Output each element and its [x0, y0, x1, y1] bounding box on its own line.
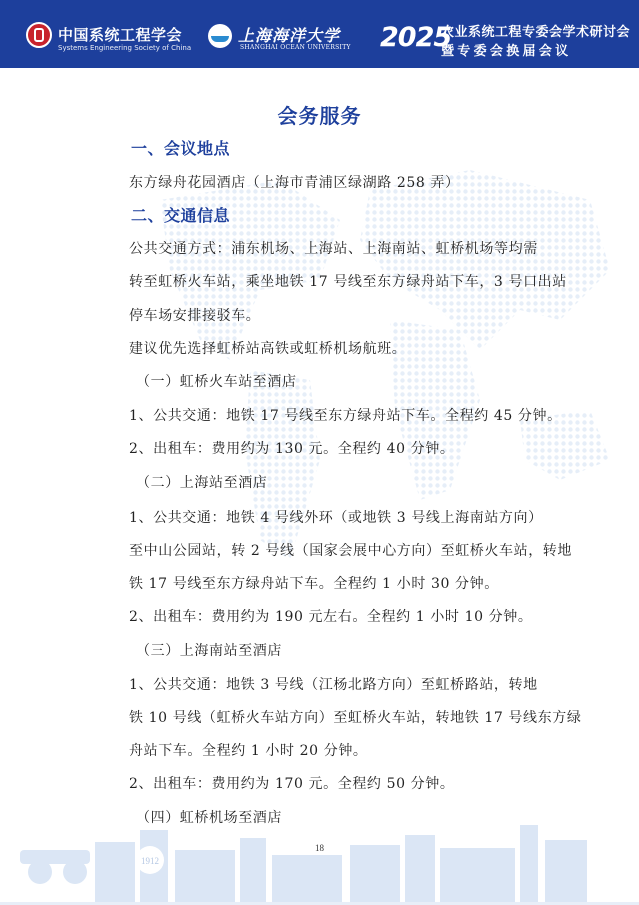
- route2-heading: （二）上海站至酒店: [136, 475, 268, 491]
- org2-name: 上海海洋大学: [238, 26, 341, 45]
- suggestion-text: 建议优先选择虹桥站高铁或虹桥机场航班。: [129, 341, 407, 357]
- conference-title-line2: 暨专委会换届会议: [441, 44, 572, 59]
- org2-english: SHANGHAI OCEAN UNIVERSITY: [240, 44, 351, 51]
- conference-title-line1: 农业系统工程专委会学术研讨会: [441, 25, 631, 40]
- venue-heading: 一、会议地点: [131, 139, 231, 158]
- venue-text: 东方绿舟花园酒店（上海市青浦区绿湖路 258 弄）: [129, 175, 460, 191]
- intro-line-2: 转至虹桥火车站，乘坐地铁 17 号线至东方绿舟站下车，3 号口出站: [129, 274, 567, 290]
- route3-heading: （三）上海南站至酒店: [136, 643, 282, 659]
- route3-line-1: 1、公共交通：地铁 3 号线（江杨北路方向）至虹桥路站，转地: [129, 677, 538, 693]
- org1-name: 中国系统工程学会: [58, 26, 183, 44]
- campus-skyline-illustration-icon: [0, 820, 639, 905]
- intro-line-1: 公共交通方式：浦东机场、上海站、上海南站、虹桥机场等均需: [129, 241, 538, 257]
- route1-line-2: 2、出租车：费用约为 130 元。全程约 40 分钟。: [129, 441, 455, 457]
- route2-line-4: 2、出租车：费用约为 190 元左右。全程约 1 小时 10 分钟。: [129, 609, 533, 625]
- page-number: 18: [315, 843, 324, 853]
- route4-heading: （四）虹桥机场至酒店: [136, 810, 282, 826]
- route2-line-1: 1、公共交通：地铁 4 号线外环（或地铁 3 号线上海南站方向）: [129, 510, 543, 526]
- route2-line-3: 铁 17 号线至东方绿舟站下车。全程约 1 小时 30 分钟。: [129, 576, 499, 592]
- shou-logo-icon: [208, 24, 232, 48]
- intro-line-3: 停车场安排接驳车。: [129, 308, 261, 324]
- stamp-year-text: 1912: [141, 856, 159, 866]
- route3-line-3: 舟站下车。全程约 1 小时 20 分钟。: [129, 743, 368, 759]
- route3-line-2: 铁 10 号线（虹桥火车站方向）至虹桥火车站，转地铁 17 号线东方绿: [129, 710, 582, 726]
- route1-heading: （一）虹桥火车站至酒店: [136, 374, 297, 390]
- org1-english: Systems Engineering Society of China: [58, 44, 192, 52]
- page-title: 会务服务: [277, 104, 362, 128]
- traffic-heading: 二、交通信息: [131, 206, 231, 225]
- route2-line-2: 至中山公园站，转 2 号线（国家会展中心方向）至虹桥火车站，转地: [129, 543, 573, 559]
- route3-line-4: 2、出租车：费用约为 170 元。全程约 50 分钟。: [129, 776, 455, 792]
- route1-line-1: 1、公共交通：地铁 17 号线至东方绿舟站下车。全程约 45 分钟。: [129, 408, 562, 424]
- sesc-logo-icon: [26, 22, 52, 48]
- header-banner: [0, 0, 639, 68]
- conference-year: 2025: [380, 22, 452, 53]
